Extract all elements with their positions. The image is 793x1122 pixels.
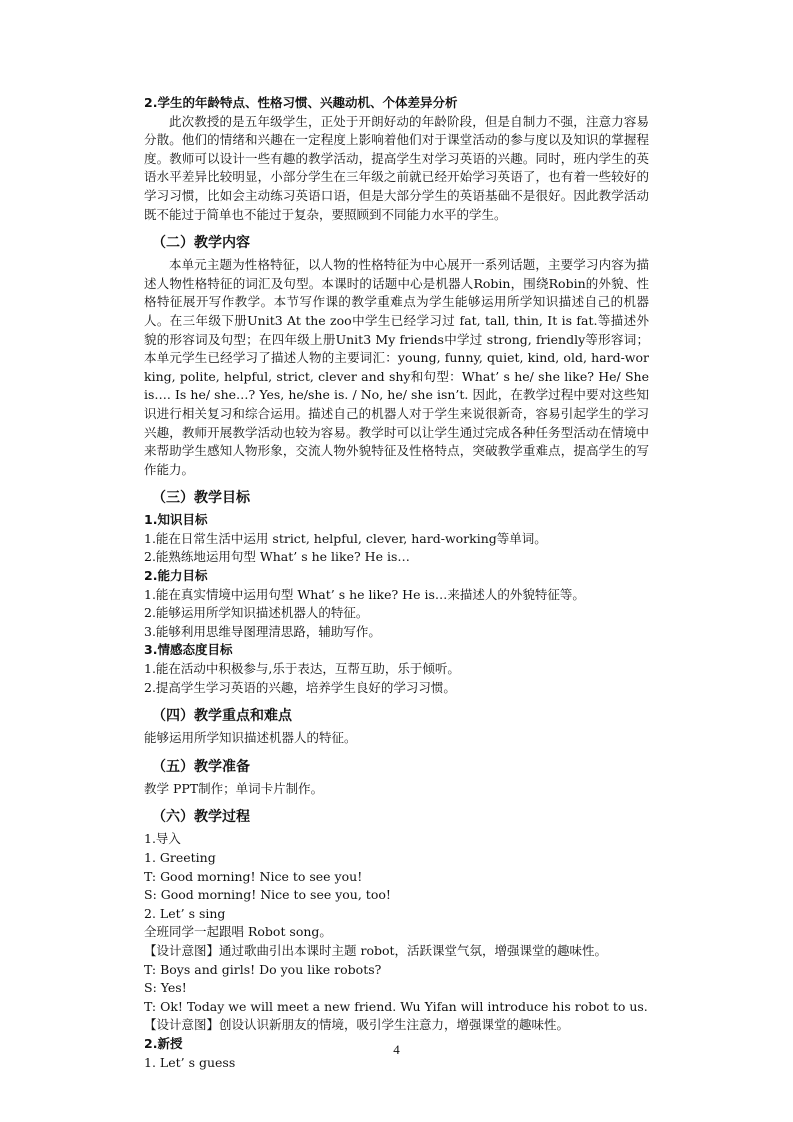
section-heading-content: （二）教学内容 [152, 235, 250, 252]
process-line: 1. Let’ s guess [144, 1054, 236, 1070]
subheading-knowledge: 1.知识目标 [144, 512, 208, 528]
paragraph-preparation: 教学 PPT制作；单词卡片制作。 [144, 780, 324, 796]
page-number: 4 [393, 1042, 400, 1057]
list-item: 2.能熟练地运用句型 What’ s he like? He is… [144, 549, 410, 565]
subheading-ability: 2.能力目标 [144, 568, 208, 584]
process-line: 【设计意图】通过歌曲引出本课时主题 robot，活跃课堂气氛，增强课堂的趣味性。 [144, 942, 608, 958]
section-heading-student-analysis: 2.学生的年龄特点、性格习惯、兴趣动机、个体差异分析 [144, 95, 458, 110]
process-line: T: Ok! Today we will meet a new friend. Wu Yifan will introduce his robot to us. [144, 998, 648, 1014]
process-line: 【设计意图】创设认识新朋友的情境，吸引学生注意力，增强课堂的趣味性。 [144, 1017, 570, 1033]
process-line: T: Good morning! Nice to see you! [144, 868, 363, 884]
process-line: T: Boys and girls! Do you like robots? [144, 961, 382, 977]
list-item: 1.能在日常生活中运用 strict, helpful, clever, hard-working等单词。 [144, 530, 547, 546]
process-line: 全班同学一起跟唱 Robot song。 [144, 924, 332, 940]
list-item: 2.提高学生学习英语的兴趣，培养学生良好的学习习惯。 [144, 679, 456, 695]
subheading-new-lesson: 2.新授 [144, 1035, 183, 1051]
section-heading-process: （六）教学过程 [152, 809, 250, 826]
process-line: S: Yes! [144, 980, 187, 996]
page-content [144, 94, 653, 1072]
process-line: S: Good morning! Nice to see you, too! [144, 887, 391, 903]
section-heading-goals: （三）教学目标 [152, 490, 250, 507]
list-item: 2.能够运用所学知识描述机器人的特征。 [144, 605, 369, 621]
process-line: 2. Let’ s sing [144, 905, 226, 921]
section-heading-preparation: （五）教学准备 [152, 758, 250, 775]
process-line: 1. Greeting [144, 850, 216, 865]
paragraph-student-analysis: 此次教授的是五年级学生，正处于开朗好动的年龄阶段，但是自制力不强，注意力容易分散。他们的情绪和兴趣在一定程度上影响着他们对于课堂活动的参与度以及知识的掌握程度。教师可以设计一些有趣的教学活动，提高学生对学习英语的兴趣。同时，班内学生的英语水平差异比较明显，小部分学生在三年级之前就已经开始学习英语了，也有着一些较好的学习习惯，比如会主动练习英语口语，但是大部分学生的英语基础不是很好。因此教学活动既不能过于简单也不能过于复杂，要照顾到不同能力水平的学生。 [144, 113, 649, 222]
paragraph-content: 本单元主题为性格特征，以人物的性格特征为中心展开一系列话题，主要学习内容为描述人物性格特征的词汇及句型。本课时的话题中心是机器人Robin，围绕Robin的外貌、性格特征展开写作教学。本节写作课的教学重难点为学生能够运用所学知识描述自己的机器人。在三年级下册Unit3 At the zoo中学生已经学习过 fat, tall, thin, It is fat.等描述外貌的形容词及句型；在四年级上册Unit3 My friends中学过 strong, friendly等形容词；本单元学生已经学习了描述人物的主要词汇：young, funny, quiet, kind, old, hard-working, polite, helpful, strict, clever and shy和句型：What’ s he/ she like? He/ She is…. Is he/ she…? Yes, he/she is. / No, he/ she isn’t. 因此，在教学过程中要对这些知识进行相关复习和综合运用。描述自己的机器人对于学生来说很新奇，容易引起学生的学习兴趣，教师开展教学活动也较为容易。教学时可以让学生通过完成各种任务型活动在情境中来帮助学生感知人物形象，交流人物外貌特征及性格特点，突破教学重难点，提高学生的写作能力。 [144, 257, 653, 477]
list-item: 1.能在活动中积极参与,乐于表达，互帮互助，乐于倾听。 [144, 661, 460, 677]
process-line: 1.导入 [144, 831, 181, 847]
subheading-attitude: 3.情感态度目标 [144, 642, 233, 658]
paragraph-key-points: 能够运用所学知识描述机器人的特征。 [144, 730, 357, 746]
list-item: 1.能在真实情境中运用句型 What’ s he like? He is…来描述人的外貌特征等。 [144, 586, 585, 602]
list-item: 3.能够利用思维导图理清思路，辅助写作。 [144, 623, 381, 639]
section-heading-key-points: （四）教学重点和难点 [152, 708, 292, 725]
